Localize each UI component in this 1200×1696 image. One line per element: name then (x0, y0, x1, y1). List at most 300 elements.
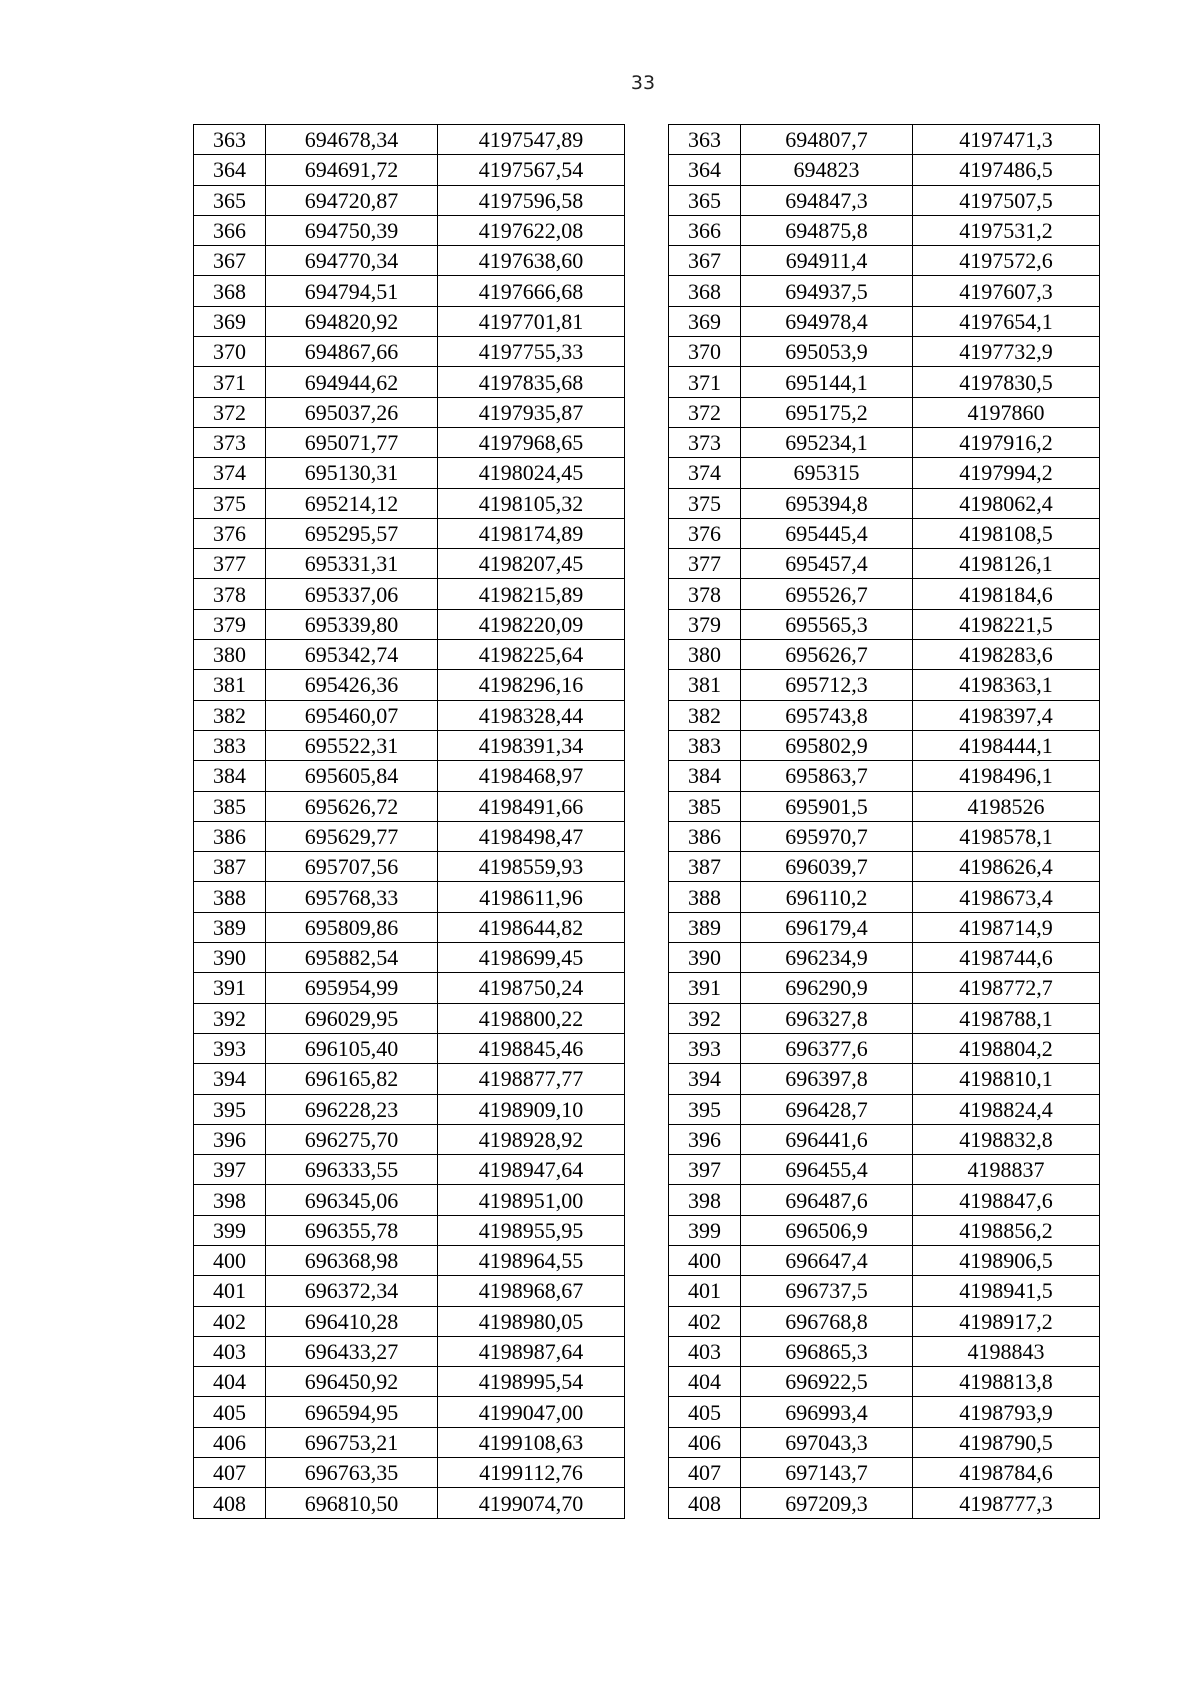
y-coordinate-cell: 4198491,66 (438, 791, 625, 821)
point-number-cell: 373 (669, 427, 741, 457)
table-row (194, 1276, 625, 1306)
x-coordinate-cell: 695331,31 (266, 549, 438, 579)
y-coordinate-cell: 4198856,2 (913, 1215, 1100, 1245)
point-number-cell: 403 (669, 1336, 741, 1366)
table-row (194, 215, 625, 245)
x-coordinate-cell: 695629,77 (266, 821, 438, 851)
x-coordinate-cell: 696234,9 (741, 943, 913, 973)
table-row (669, 458, 1100, 488)
point-number-cell: 391 (194, 973, 266, 1003)
table-row (194, 246, 625, 276)
table-row (669, 1458, 1100, 1488)
table-row (669, 1367, 1100, 1397)
x-coordinate-cell: 695743,8 (741, 700, 913, 730)
table-row (669, 973, 1100, 1003)
point-number-cell: 383 (194, 730, 266, 760)
table-row (194, 1306, 625, 1336)
y-coordinate-cell: 4197596,58 (438, 185, 625, 215)
point-number-cell: 363 (194, 125, 266, 155)
table-row (194, 125, 625, 155)
table-row (194, 1124, 625, 1154)
y-coordinate-cell: 4197755,33 (438, 337, 625, 367)
table-row (194, 1033, 625, 1063)
x-coordinate-cell: 695768,33 (266, 882, 438, 912)
table-row (669, 549, 1100, 579)
x-coordinate-cell: 695342,74 (266, 640, 438, 670)
table-row (669, 1397, 1100, 1427)
y-coordinate-cell: 4198968,67 (438, 1276, 625, 1306)
y-coordinate-cell: 4198987,64 (438, 1336, 625, 1366)
point-number-cell: 395 (194, 1094, 266, 1124)
y-coordinate-cell: 4198024,45 (438, 458, 625, 488)
y-coordinate-cell: 4197666,68 (438, 276, 625, 306)
point-number-cell: 392 (669, 1003, 741, 1033)
x-coordinate-cell: 695626,72 (266, 791, 438, 821)
y-coordinate-cell: 4197994,2 (913, 458, 1100, 488)
y-coordinate-cell: 4197622,08 (438, 215, 625, 245)
y-coordinate-cell: 4198207,45 (438, 549, 625, 579)
y-coordinate-cell: 4198964,55 (438, 1245, 625, 1275)
table-row (669, 518, 1100, 548)
point-number-cell: 369 (669, 306, 741, 336)
point-number-cell: 370 (669, 337, 741, 367)
point-number-cell: 393 (194, 1033, 266, 1063)
x-coordinate-cell: 696768,8 (741, 1306, 913, 1336)
point-number-cell: 405 (194, 1397, 266, 1427)
table-row (669, 579, 1100, 609)
x-coordinate-cell: 695809,86 (266, 912, 438, 942)
y-coordinate-cell: 4199112,76 (438, 1458, 625, 1488)
table-row (194, 427, 625, 457)
x-coordinate-cell: 695457,4 (741, 549, 913, 579)
table-row (669, 1306, 1100, 1336)
x-coordinate-cell: 696647,4 (741, 1245, 913, 1275)
y-coordinate-cell: 4198559,93 (438, 852, 625, 882)
table-row (194, 670, 625, 700)
y-coordinate-cell: 4198526 (913, 791, 1100, 821)
point-number-cell: 397 (669, 1155, 741, 1185)
table-row (194, 1336, 625, 1366)
x-coordinate-cell: 695526,7 (741, 579, 913, 609)
y-coordinate-cell: 4198444,1 (913, 730, 1100, 760)
point-number-cell: 400 (669, 1245, 741, 1275)
y-coordinate-cell: 4198496,1 (913, 761, 1100, 791)
table-row (669, 185, 1100, 215)
table-row (669, 1215, 1100, 1245)
x-coordinate-cell: 696993,4 (741, 1397, 913, 1427)
point-number-cell: 376 (669, 518, 741, 548)
y-coordinate-cell: 4198813,8 (913, 1367, 1100, 1397)
x-coordinate-cell: 696441,6 (741, 1124, 913, 1154)
y-coordinate-cell: 4198832,8 (913, 1124, 1100, 1154)
y-coordinate-cell: 4198328,44 (438, 700, 625, 730)
table-row (669, 337, 1100, 367)
y-coordinate-cell: 4197935,87 (438, 397, 625, 427)
table-row (669, 246, 1100, 276)
y-coordinate-cell: 4197567,54 (438, 155, 625, 185)
table-row (194, 912, 625, 942)
point-number-cell: 393 (669, 1033, 741, 1063)
x-coordinate-cell: 696594,95 (266, 1397, 438, 1427)
point-number-cell: 390 (669, 943, 741, 973)
point-number-cell: 380 (669, 640, 741, 670)
point-number-cell: 378 (669, 579, 741, 609)
point-number-cell: 406 (194, 1427, 266, 1457)
x-coordinate-cell: 695460,07 (266, 700, 438, 730)
point-number-cell: 364 (194, 155, 266, 185)
y-coordinate-cell: 4198283,6 (913, 640, 1100, 670)
x-coordinate-cell: 696179,4 (741, 912, 913, 942)
y-coordinate-cell: 4198906,5 (913, 1245, 1100, 1275)
table-row (669, 125, 1100, 155)
table-row (669, 215, 1100, 245)
x-coordinate-cell: 694978,4 (741, 306, 913, 336)
point-number-cell: 401 (669, 1276, 741, 1306)
y-coordinate-cell: 4198804,2 (913, 1033, 1100, 1063)
point-number-cell: 364 (669, 155, 741, 185)
y-coordinate-cell: 4197654,1 (913, 306, 1100, 336)
x-coordinate-cell: 696333,55 (266, 1155, 438, 1185)
table-row (194, 518, 625, 548)
x-coordinate-cell: 695295,57 (266, 518, 438, 548)
point-number-cell: 397 (194, 1155, 266, 1185)
y-coordinate-cell: 4198750,24 (438, 973, 625, 1003)
point-number-cell: 379 (194, 609, 266, 639)
y-coordinate-cell: 4197860 (913, 397, 1100, 427)
point-number-cell: 388 (669, 882, 741, 912)
x-coordinate-cell: 696029,95 (266, 1003, 438, 1033)
y-coordinate-cell: 4198225,64 (438, 640, 625, 670)
point-number-cell: 371 (669, 367, 741, 397)
point-number-cell: 375 (194, 488, 266, 518)
x-coordinate-cell: 694911,4 (741, 246, 913, 276)
x-coordinate-cell: 696428,7 (741, 1094, 913, 1124)
point-number-cell: 406 (669, 1427, 741, 1457)
table-row (669, 1094, 1100, 1124)
x-coordinate-cell: 694770,34 (266, 246, 438, 276)
table-row (194, 1458, 625, 1488)
x-coordinate-cell: 696355,78 (266, 1215, 438, 1245)
right-coordinates-table (668, 124, 1100, 1519)
table-row (194, 791, 625, 821)
y-coordinate-cell: 4198800,22 (438, 1003, 625, 1033)
point-number-cell: 366 (669, 215, 741, 245)
point-number-cell: 407 (669, 1458, 741, 1488)
y-coordinate-cell: 4197507,5 (913, 185, 1100, 215)
point-number-cell: 399 (669, 1215, 741, 1245)
x-coordinate-cell: 694820,92 (266, 306, 438, 336)
y-coordinate-cell: 4197701,81 (438, 306, 625, 336)
y-coordinate-cell: 4198947,64 (438, 1155, 625, 1185)
table-row (194, 1397, 625, 1427)
y-coordinate-cell: 4198928,92 (438, 1124, 625, 1154)
table-row (669, 609, 1100, 639)
table-row (194, 458, 625, 488)
x-coordinate-cell: 696039,7 (741, 852, 913, 882)
table-row (669, 882, 1100, 912)
table-row (194, 1185, 625, 1215)
x-coordinate-cell: 696763,35 (266, 1458, 438, 1488)
x-coordinate-cell: 696506,9 (741, 1215, 913, 1245)
x-coordinate-cell: 696228,23 (266, 1094, 438, 1124)
table-row (194, 1215, 625, 1245)
x-coordinate-cell: 694750,39 (266, 215, 438, 245)
table-row (669, 1276, 1100, 1306)
point-number-cell: 385 (194, 791, 266, 821)
table-row (194, 1488, 625, 1518)
table-row (669, 1033, 1100, 1063)
point-number-cell: 372 (669, 397, 741, 427)
table-row (669, 791, 1100, 821)
y-coordinate-cell: 4198108,5 (913, 518, 1100, 548)
x-coordinate-cell: 695071,77 (266, 427, 438, 457)
table-row (194, 1003, 625, 1033)
point-number-cell: 373 (194, 427, 266, 457)
table-row (669, 155, 1100, 185)
x-coordinate-cell: 696455,4 (741, 1155, 913, 1185)
table-row (194, 640, 625, 670)
point-number-cell: 386 (194, 821, 266, 851)
point-number-cell: 372 (194, 397, 266, 427)
y-coordinate-cell: 4197486,5 (913, 155, 1100, 185)
x-coordinate-cell: 696327,8 (741, 1003, 913, 1033)
y-coordinate-cell: 4198917,2 (913, 1306, 1100, 1336)
x-coordinate-cell: 694937,5 (741, 276, 913, 306)
point-number-cell: 381 (669, 670, 741, 700)
point-number-cell: 380 (194, 640, 266, 670)
y-coordinate-cell: 4198788,1 (913, 1003, 1100, 1033)
left-table-body (194, 125, 625, 1519)
point-number-cell: 400 (194, 1245, 266, 1275)
point-number-cell: 402 (194, 1306, 266, 1336)
point-number-cell: 399 (194, 1215, 266, 1245)
y-coordinate-cell: 4198793,9 (913, 1397, 1100, 1427)
point-number-cell: 367 (194, 246, 266, 276)
y-coordinate-cell: 4198772,7 (913, 973, 1100, 1003)
point-number-cell: 398 (669, 1185, 741, 1215)
x-coordinate-cell: 694678,34 (266, 125, 438, 155)
y-coordinate-cell: 4198995,54 (438, 1367, 625, 1397)
table-row (669, 821, 1100, 851)
x-coordinate-cell: 695707,56 (266, 852, 438, 882)
table-row (669, 1064, 1100, 1094)
x-coordinate-cell: 696433,27 (266, 1336, 438, 1366)
y-coordinate-cell: 4198941,5 (913, 1276, 1100, 1306)
table-row (194, 488, 625, 518)
y-coordinate-cell: 4198777,3 (913, 1488, 1100, 1518)
y-coordinate-cell: 4197916,2 (913, 427, 1100, 457)
x-coordinate-cell: 694944,62 (266, 367, 438, 397)
point-number-cell: 383 (669, 730, 741, 760)
y-coordinate-cell: 4198184,6 (913, 579, 1100, 609)
y-coordinate-cell: 4198810,1 (913, 1064, 1100, 1094)
x-coordinate-cell: 696368,98 (266, 1245, 438, 1275)
x-coordinate-cell: 694720,87 (266, 185, 438, 215)
point-number-cell: 385 (669, 791, 741, 821)
x-coordinate-cell: 696290,9 (741, 973, 913, 1003)
x-coordinate-cell: 696487,6 (741, 1185, 913, 1215)
y-coordinate-cell: 4198578,1 (913, 821, 1100, 851)
x-coordinate-cell: 695522,31 (266, 730, 438, 760)
y-coordinate-cell: 4198877,77 (438, 1064, 625, 1094)
y-coordinate-cell: 4198955,95 (438, 1215, 625, 1245)
y-coordinate-cell: 4198296,16 (438, 670, 625, 700)
table-row (669, 397, 1100, 427)
x-coordinate-cell: 696410,28 (266, 1306, 438, 1336)
table-row (669, 943, 1100, 973)
table-row (194, 549, 625, 579)
table-row (669, 1488, 1100, 1518)
point-number-cell: 401 (194, 1276, 266, 1306)
y-coordinate-cell: 4198468,97 (438, 761, 625, 791)
table-row (669, 1124, 1100, 1154)
point-number-cell: 398 (194, 1185, 266, 1215)
y-coordinate-cell: 4198845,46 (438, 1033, 625, 1063)
table-row (194, 700, 625, 730)
x-coordinate-cell: 695315 (741, 458, 913, 488)
table-row (194, 882, 625, 912)
y-coordinate-cell: 4198626,4 (913, 852, 1100, 882)
table-row (194, 306, 625, 336)
y-coordinate-cell: 4197638,60 (438, 246, 625, 276)
point-number-cell: 368 (669, 276, 741, 306)
table-row (194, 973, 625, 1003)
table-row (669, 306, 1100, 336)
table-row (669, 852, 1100, 882)
y-coordinate-cell: 4198363,1 (913, 670, 1100, 700)
x-coordinate-cell: 695970,7 (741, 821, 913, 851)
x-coordinate-cell: 696865,3 (741, 1336, 913, 1366)
point-number-cell: 377 (194, 549, 266, 579)
point-number-cell: 392 (194, 1003, 266, 1033)
x-coordinate-cell: 695339,80 (266, 609, 438, 639)
point-number-cell: 405 (669, 1397, 741, 1427)
point-number-cell: 377 (669, 549, 741, 579)
x-coordinate-cell: 695882,54 (266, 943, 438, 973)
x-coordinate-cell: 695426,36 (266, 670, 438, 700)
x-coordinate-cell: 695053,9 (741, 337, 913, 367)
point-number-cell: 367 (669, 246, 741, 276)
point-number-cell: 396 (669, 1124, 741, 1154)
y-coordinate-cell: 4199047,00 (438, 1397, 625, 1427)
table-row (194, 943, 625, 973)
point-number-cell: 374 (194, 458, 266, 488)
point-number-cell: 371 (194, 367, 266, 397)
y-coordinate-cell: 4197471,3 (913, 125, 1100, 155)
x-coordinate-cell: 695565,3 (741, 609, 913, 639)
y-coordinate-cell: 4198784,6 (913, 1458, 1100, 1488)
y-coordinate-cell: 4198126,1 (913, 549, 1100, 579)
point-number-cell: 408 (194, 1488, 266, 1518)
x-coordinate-cell: 696810,50 (266, 1488, 438, 1518)
point-number-cell: 384 (669, 761, 741, 791)
x-coordinate-cell: 695954,99 (266, 973, 438, 1003)
x-coordinate-cell: 695214,12 (266, 488, 438, 518)
table-row (194, 397, 625, 427)
y-coordinate-cell: 4197607,3 (913, 276, 1100, 306)
point-number-cell: 386 (669, 821, 741, 851)
table-row (194, 1245, 625, 1275)
left-coordinates-table (193, 124, 625, 1519)
x-coordinate-cell: 694847,3 (741, 185, 913, 215)
x-coordinate-cell: 696345,06 (266, 1185, 438, 1215)
table-row (194, 155, 625, 185)
point-number-cell: 403 (194, 1336, 266, 1366)
point-number-cell: 375 (669, 488, 741, 518)
point-number-cell: 390 (194, 943, 266, 973)
table-row (194, 276, 625, 306)
y-coordinate-cell: 4198644,82 (438, 912, 625, 942)
point-number-cell: 365 (194, 185, 266, 215)
x-coordinate-cell: 696105,40 (266, 1033, 438, 1063)
table-row (669, 1427, 1100, 1457)
point-number-cell: 402 (669, 1306, 741, 1336)
table-row (194, 730, 625, 760)
x-coordinate-cell: 696372,34 (266, 1276, 438, 1306)
x-coordinate-cell: 697143,7 (741, 1458, 913, 1488)
x-coordinate-cell: 695626,7 (741, 640, 913, 670)
table-row (669, 670, 1100, 700)
x-coordinate-cell: 695394,8 (741, 488, 913, 518)
table-row (669, 1185, 1100, 1215)
y-coordinate-cell: 4198221,5 (913, 609, 1100, 639)
point-number-cell: 382 (194, 700, 266, 730)
table-row (669, 1336, 1100, 1366)
y-coordinate-cell: 4198744,6 (913, 943, 1100, 973)
x-coordinate-cell: 696397,8 (741, 1064, 913, 1094)
table-row (194, 367, 625, 397)
x-coordinate-cell: 696377,6 (741, 1033, 913, 1063)
table-row (194, 1094, 625, 1124)
y-coordinate-cell: 4199108,63 (438, 1427, 625, 1457)
point-number-cell: 404 (194, 1367, 266, 1397)
y-coordinate-cell: 4198062,4 (913, 488, 1100, 518)
table-row (194, 1064, 625, 1094)
table-row (194, 1155, 625, 1185)
table-row (194, 821, 625, 851)
table-row (669, 1155, 1100, 1185)
point-number-cell: 394 (194, 1064, 266, 1094)
y-coordinate-cell: 4197732,9 (913, 337, 1100, 367)
x-coordinate-cell: 695712,3 (741, 670, 913, 700)
x-coordinate-cell: 696110,2 (741, 882, 913, 912)
y-coordinate-cell: 4199074,70 (438, 1488, 625, 1518)
table-row (194, 579, 625, 609)
point-number-cell: 382 (669, 700, 741, 730)
table-row (194, 761, 625, 791)
point-number-cell: 374 (669, 458, 741, 488)
point-number-cell: 387 (194, 852, 266, 882)
table-row (194, 1427, 625, 1457)
point-number-cell: 366 (194, 215, 266, 245)
x-coordinate-cell: 696275,70 (266, 1124, 438, 1154)
point-number-cell: 389 (194, 912, 266, 942)
point-number-cell: 379 (669, 609, 741, 639)
table-row (194, 1367, 625, 1397)
x-coordinate-cell: 695337,06 (266, 579, 438, 609)
table-row (669, 700, 1100, 730)
x-coordinate-cell: 694875,8 (741, 215, 913, 245)
x-coordinate-cell: 696922,5 (741, 1367, 913, 1397)
table-row (669, 761, 1100, 791)
x-coordinate-cell: 695605,84 (266, 761, 438, 791)
table-row (194, 337, 625, 367)
point-number-cell: 365 (669, 185, 741, 215)
x-coordinate-cell: 694867,66 (266, 337, 438, 367)
x-coordinate-cell: 696165,82 (266, 1064, 438, 1094)
point-number-cell: 396 (194, 1124, 266, 1154)
point-number-cell: 369 (194, 306, 266, 336)
